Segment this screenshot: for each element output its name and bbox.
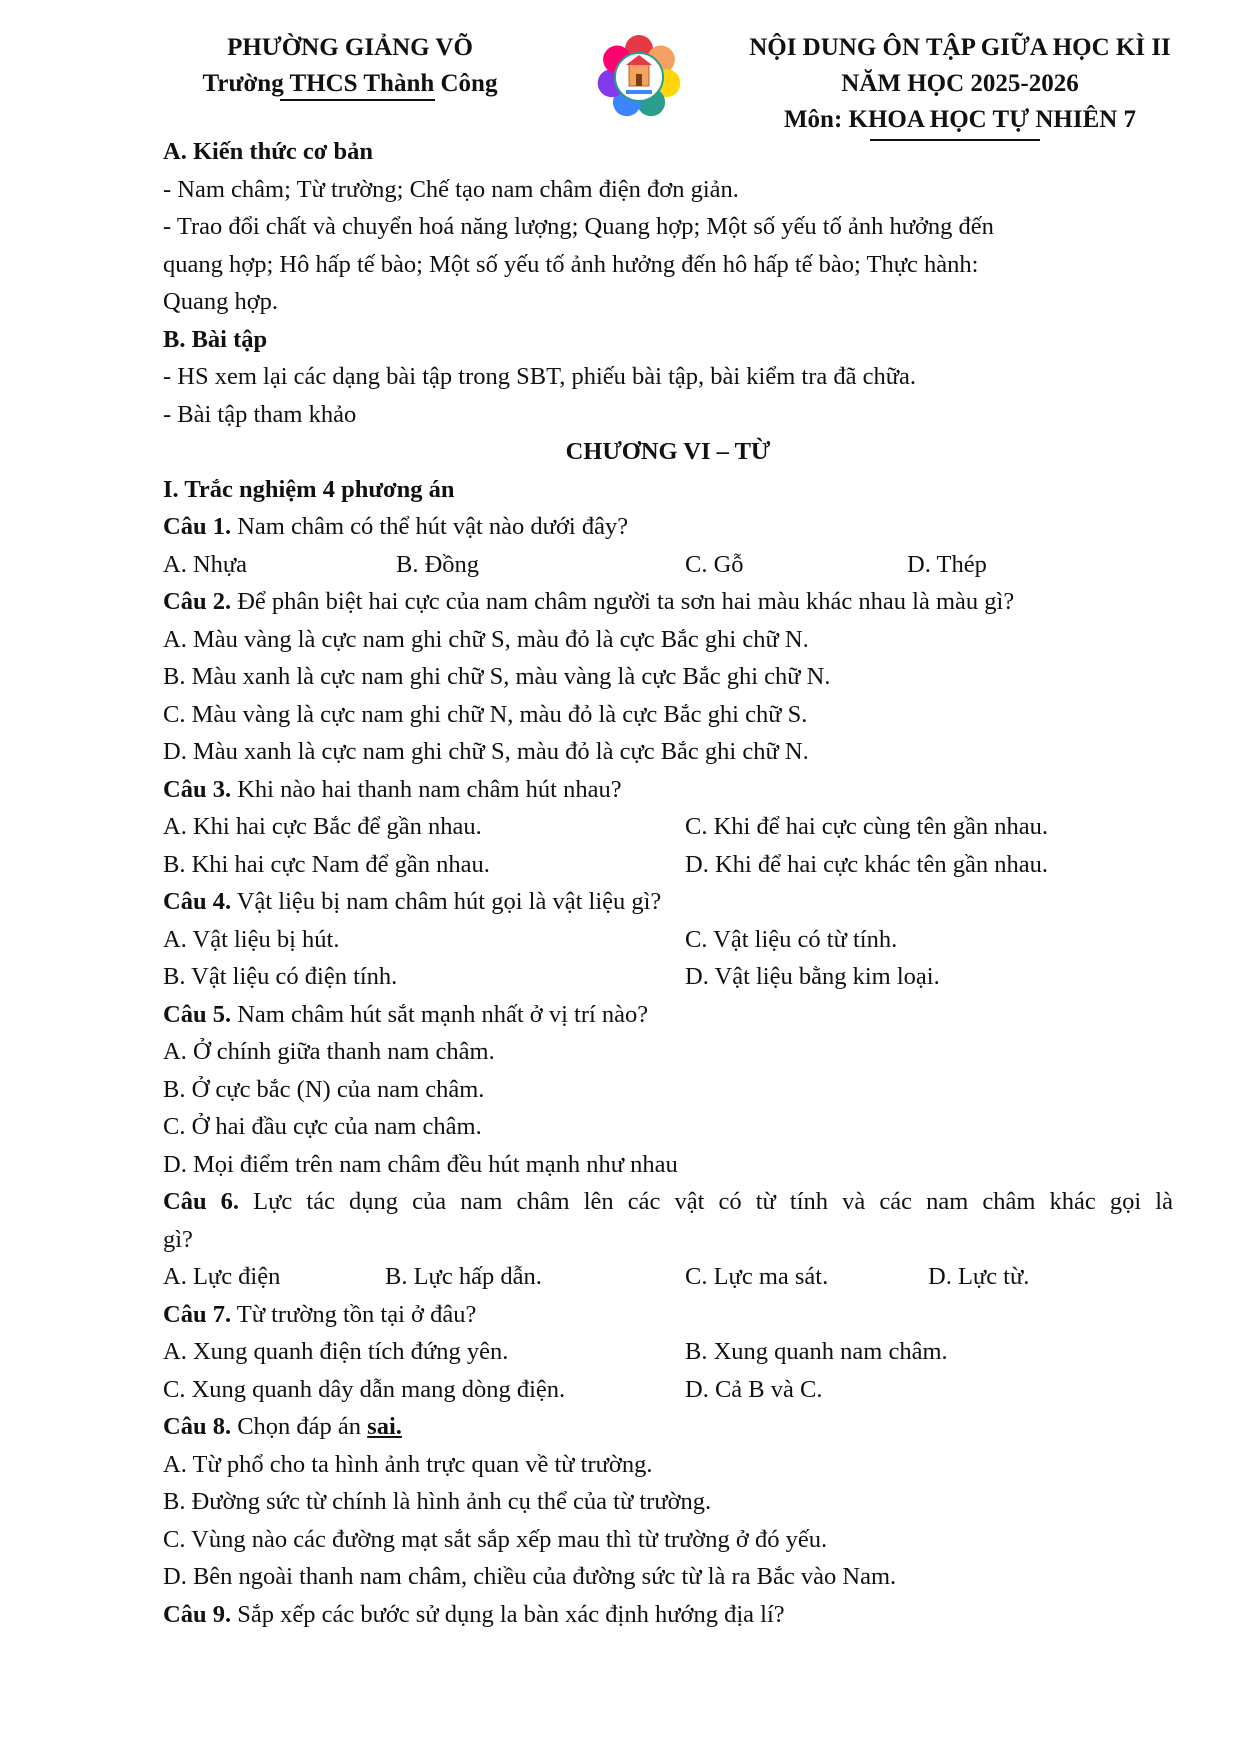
header-left: [150, 30, 550, 102]
question-number: Câu 4.: [163, 888, 232, 915]
option-b: B. Màu xanh là cực nam ghi chữ S, màu vàng là cực Bắc ghi chữ N.: [163, 663, 831, 690]
question-7: [163, 1296, 1173, 1334]
question-number: Câu 1.: [163, 513, 232, 540]
option-d: D. Cả B và C.: [685, 1375, 823, 1403]
options-row: [163, 808, 1173, 846]
question-number: Câu 3.: [163, 775, 232, 803]
option-a: A. Từ phổ cho ta hình ảnh trực quan về từ trường.: [163, 1450, 653, 1478]
option-b: B. Lực hấp dẫn.: [385, 1263, 542, 1290]
options-row: [163, 921, 1173, 959]
option-c: C. Gỗ: [685, 550, 744, 578]
question-text: Chọn đáp án: [231, 1413, 368, 1440]
option-a: A. Khi hai cực Bắc để gần nhau.: [163, 813, 482, 840]
document-body: [163, 133, 1173, 1633]
option-a: A. Lực điện: [163, 1263, 281, 1290]
option-a: A. Xung quanh điện tích đứng yên.: [163, 1338, 509, 1365]
option-c: C. Màu vàng là cực nam ghi chữ N, màu đỏ là cực Bắc ghi chữ S.: [163, 700, 808, 728]
question-6: [163, 1183, 1173, 1221]
option-b: B. Ở cực bắc (N) của nam châm.: [163, 1075, 485, 1103]
section-b-item: - HS xem lại các dạng bài tập trong SBT, phiếu bài tập, bài kiểm tra đã chữa.: [163, 363, 917, 390]
options-row: [163, 1258, 1173, 1296]
question-9: [163, 1596, 1173, 1634]
option-d: D. Màu xanh là cực nam ghi chữ S, màu đỏ là cực Bắc ghi chữ N.: [163, 738, 809, 765]
question-text-continued: gì?: [163, 1225, 193, 1253]
option-d: D. Khi để hai cực khác tên gần nhau.: [685, 850, 1048, 878]
question-text: Nam châm hút sắt mạnh nhất ở vị trí nào?: [231, 1000, 649, 1028]
school-name: Trường THCS Thành Công: [202, 70, 498, 97]
question-2: [163, 583, 1173, 621]
options-row: [163, 958, 1173, 996]
option-b: B. Khi hai cực Nam để gần nhau.: [163, 850, 490, 878]
option-c: C. Vật liệu có từ tính.: [685, 925, 898, 953]
question-number: Câu 2.: [163, 588, 232, 615]
question-number: Câu 9.: [163, 1600, 232, 1628]
option-b: B. Đồng: [396, 550, 480, 578]
option-c: C. Lực ma sát.: [685, 1263, 829, 1290]
question-emphasis: sai.: [367, 1413, 402, 1440]
option-a: A. Màu vàng là cực nam ghi chữ S, màu đỏ là cực Bắc ghi chữ N.: [163, 625, 809, 653]
question-text: Để phân biệt hai cực của nam châm người ta sơn hai màu khác nhau là màu gì?: [231, 588, 1015, 615]
question-1: [163, 508, 1173, 546]
options-row: [163, 1333, 1173, 1371]
header-right: [700, 30, 1220, 138]
ward-name: PHƯỜNG GIẢNG VÕ: [227, 34, 473, 61]
option-b: B. Vật liệu có điện tính.: [163, 963, 398, 990]
question-text: Từ trường tồn tại ở đâu?: [231, 1300, 477, 1328]
question-number: Câu 5.: [163, 1000, 232, 1028]
question-5: [163, 996, 1173, 1034]
section-a-title: A. Kiến thức cơ bản: [163, 138, 373, 165]
question-text: Lực tác dụng của nam châm lên các vật có từ tính và các nam châm khác gọi là: [239, 1188, 1173, 1215]
part-title: I. Trắc nghiệm 4 phương án: [163, 475, 455, 503]
options-row: [163, 1371, 1173, 1409]
option-b: B. Đường sức từ chính là hình ảnh cụ thể của từ trường.: [163, 1488, 712, 1515]
section-b-item: - Bài tập tham khảo: [163, 400, 357, 428]
option-a: A. Vật liệu bị hút.: [163, 925, 340, 953]
question-3: [163, 771, 1173, 809]
section-a-item: quang hợp; Hô hấp tế bào; Một số yếu tố ảnh hưởng đến hô hấp tế bào; Thực hành:: [163, 250, 979, 278]
section-a-item: Quang hợp.: [163, 288, 279, 315]
option-a: A. Nhựa: [163, 550, 248, 578]
question-number: Câu 7.: [163, 1300, 232, 1328]
question-text: Sắp xếp các bước sử dụng la bàn xác định hướng địa lí?: [231, 1600, 785, 1628]
question-text: Khi nào hai thanh nam châm hút nhau?: [231, 775, 622, 803]
subject-title: Môn: KHOA HỌC TỰ NHIÊN 7: [783, 106, 1137, 133]
section-a-item: - Nam châm; Từ trường; Chế tạo nam châm điện đơn giản.: [163, 175, 739, 203]
option-d: D. Mọi điểm trên nam châm đều hút mạnh như nhau: [163, 1150, 678, 1178]
chapter-title: CHƯƠNG VI – TỪ: [565, 438, 771, 465]
question-number: Câu 8.: [163, 1413, 232, 1440]
option-a: A. Ở chính giữa thanh nam châm.: [163, 1038, 495, 1065]
option-c: C. Xung quanh dây dẫn mang dòng điện.: [163, 1375, 566, 1403]
option-c: C. Khi để hai cực cùng tên gần nhau.: [685, 813, 1048, 840]
school-logo: [596, 34, 682, 120]
option-c: C. Vùng nào các đường mạt sắt sắp xếp mau thì từ trường ở đó yếu.: [163, 1525, 828, 1553]
question-text: Nam châm có thể hút vật nào dưới đây?: [231, 513, 629, 540]
option-d: D. Lực từ.: [928, 1263, 1030, 1290]
question-text: Vật liệu bị nam châm hút gọi là vật liệu gì?: [231, 888, 662, 915]
option-c: C. Ở hai đầu cực của nam châm.: [163, 1113, 482, 1140]
options-row: [163, 846, 1173, 884]
question-number: Câu 6.: [163, 1188, 240, 1215]
question-8: [163, 1408, 1173, 1446]
options-row: [163, 546, 1173, 584]
question-4: [163, 883, 1173, 921]
section-b-title: B. Bài tập: [163, 325, 268, 353]
option-d: D. Vật liệu bằng kim loại.: [685, 963, 940, 990]
option-b: B. Xung quanh nam châm.: [685, 1338, 948, 1365]
section-a-item: - Trao đổi chất và chuyển hoá năng lượng; Quang hợp; Một số yếu tố ảnh hưởng đến: [163, 213, 994, 240]
option-d: D. Thép: [907, 550, 987, 578]
school-year: NĂM HỌC 2025-2026: [841, 70, 1079, 97]
header-left-underline: [280, 99, 435, 101]
option-d: D. Bên ngoài thanh nam châm, chiều của đường sức từ là ra Bắc vào Nam.: [163, 1563, 897, 1590]
document-title: NỘI DUNG ÔN TẬP GIỮA HỌC KÌ II: [749, 34, 1171, 61]
